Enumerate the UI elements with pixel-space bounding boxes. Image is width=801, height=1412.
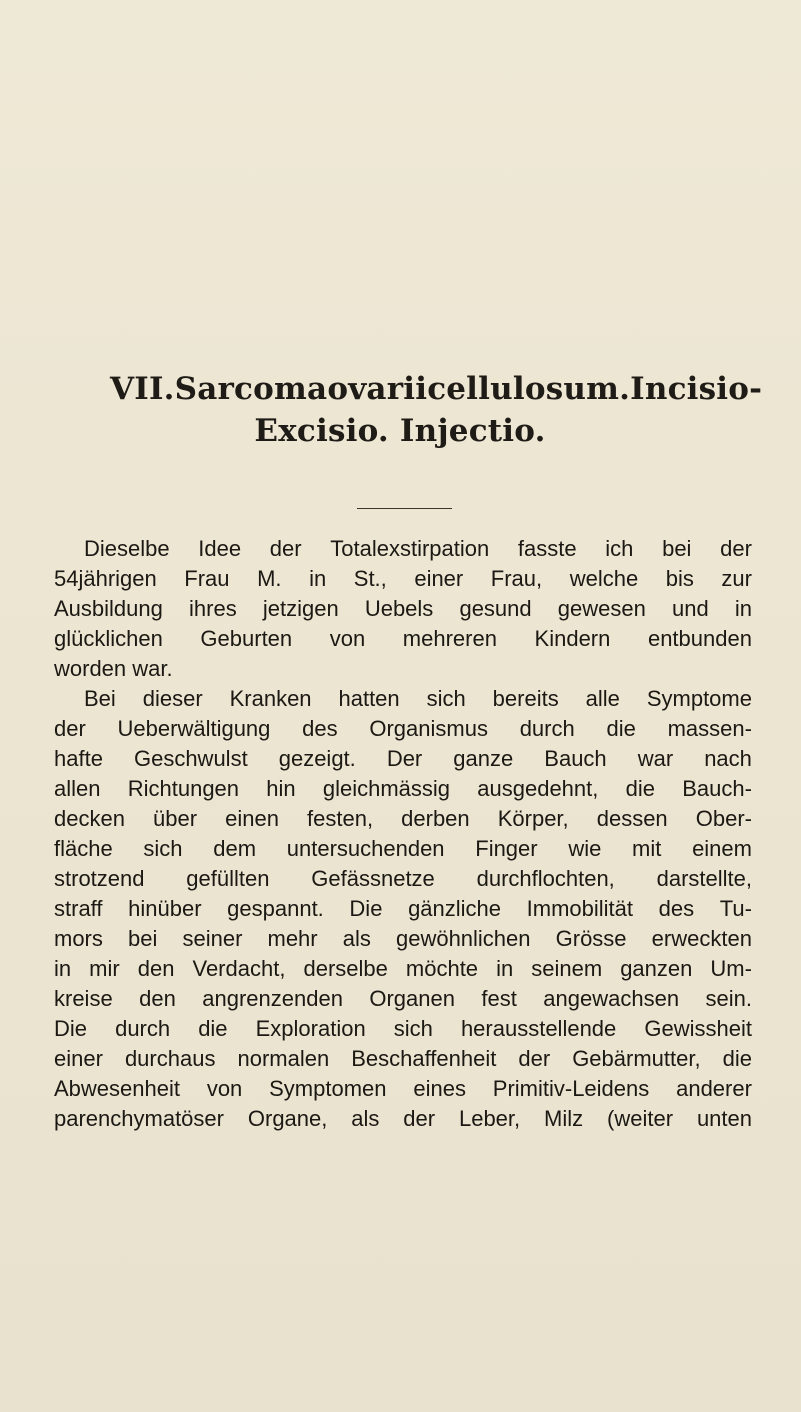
text-line [54, 774, 752, 804]
word: in [496, 956, 514, 981]
word: mehr [267, 926, 318, 951]
heading-word: cellulosum. [427, 371, 631, 407]
word: welche [569, 566, 639, 591]
text-line [54, 534, 752, 564]
word: der [54, 716, 86, 741]
paragraph-1 [54, 534, 752, 684]
word: Tu- [719, 896, 752, 921]
word: gleichmässig [322, 776, 451, 801]
word: bereits [492, 686, 559, 711]
word: einem [692, 836, 752, 861]
word: Geburten [200, 626, 293, 651]
word: dessen [596, 806, 668, 831]
word: Ober- [695, 806, 752, 831]
word: Gewissheit [644, 1016, 752, 1041]
word: einen [225, 806, 279, 831]
word: Symptome [646, 686, 752, 711]
word: einer [414, 566, 464, 591]
word: bis [665, 566, 694, 591]
word: decken [54, 806, 125, 831]
word: erweckten [651, 926, 752, 951]
word: allen [54, 776, 101, 801]
word: jetzigen [262, 596, 339, 621]
word: mit [632, 836, 662, 861]
chapter-number: VII. [110, 371, 175, 407]
chapter-heading [110, 368, 763, 452]
word: nach [704, 746, 752, 771]
word: einer [54, 1046, 103, 1071]
word: mehreren [402, 626, 497, 651]
word: normalen [237, 1046, 330, 1071]
word: Totalexstirpation [330, 536, 490, 561]
word: Ausbildung [54, 596, 163, 621]
word: alle [585, 686, 620, 711]
word: Organe, [247, 1106, 328, 1131]
word: wie [568, 836, 602, 861]
word: kreise [54, 986, 113, 1011]
word: in [309, 566, 327, 591]
word: parenchymatöser [54, 1106, 224, 1131]
text-line [54, 1104, 752, 1134]
word: Kindern [534, 626, 611, 651]
word: die [198, 1016, 228, 1041]
word: Die [54, 1016, 88, 1041]
word: den [139, 986, 176, 1011]
word: Bauch [544, 746, 607, 771]
word: Frau [184, 566, 230, 591]
word: untersuchenden [286, 836, 445, 861]
word: die [625, 776, 655, 801]
word: die [722, 1046, 752, 1071]
word: Symptomen [269, 1076, 387, 1101]
word: und [672, 596, 709, 621]
word: die [606, 716, 636, 741]
word: Verdacht, [192, 956, 286, 981]
word: der [269, 536, 302, 561]
word: gewöhnlichen [395, 926, 531, 951]
word: fest [481, 986, 517, 1011]
word: Milz [544, 1106, 584, 1131]
word: Organen [369, 986, 455, 1011]
paragraph-2 [54, 684, 752, 1134]
word: Bei [84, 686, 116, 711]
word: der [518, 1046, 551, 1071]
word: derselbe [303, 956, 388, 981]
word: Ueberwältigung [117, 716, 271, 741]
text-line [54, 744, 752, 774]
word: mir [89, 956, 120, 981]
word: derben [401, 806, 470, 831]
word: fasste [517, 536, 577, 561]
word: ausgedehnt, [477, 776, 599, 801]
word: Exploration [255, 1016, 366, 1041]
text-line [54, 984, 752, 1014]
word: angrenzenden [202, 986, 343, 1011]
word: gespannt. [227, 896, 324, 921]
word: Frau, [490, 566, 543, 591]
word: sein. [705, 986, 752, 1011]
word: durch [115, 1016, 171, 1041]
word: (weiter [607, 1106, 674, 1131]
word: gesund [459, 596, 532, 621]
word: der [403, 1106, 436, 1131]
word: mors [54, 926, 103, 951]
word: seiner [182, 926, 243, 951]
word: Idee [198, 536, 242, 561]
word: gefüllten [186, 866, 270, 891]
word: Gefässnetze [311, 866, 435, 891]
word: Bauch- [682, 776, 752, 801]
word: Leber, [458, 1106, 521, 1131]
word: als [342, 926, 371, 951]
word: herausstellende [460, 1016, 617, 1041]
text-line [54, 594, 752, 624]
word: des [302, 716, 338, 741]
text-line [54, 954, 752, 984]
word: festen, [307, 806, 374, 831]
word: ganzen [620, 956, 693, 981]
text-line [54, 714, 752, 744]
word: angewachsen [543, 986, 680, 1011]
text-line [54, 684, 752, 714]
heading-word: Sarcoma [174, 371, 328, 407]
word: Kranken [229, 686, 312, 711]
word: Finger [475, 836, 538, 861]
word: Organismus [369, 716, 488, 741]
word: strotzend [54, 866, 145, 891]
word: zur [721, 566, 752, 591]
text-line: worden war. [54, 656, 173, 681]
text-line [54, 834, 752, 864]
word: sich [426, 686, 466, 711]
word: Immobilität [526, 896, 633, 921]
text-line [54, 924, 752, 954]
word: unten [696, 1106, 752, 1131]
word: ihres [189, 596, 237, 621]
word: hinüber [128, 896, 202, 921]
word: über [153, 806, 198, 831]
word: gewesen [557, 596, 646, 621]
word: seinem [531, 956, 603, 981]
text-line [54, 1074, 752, 1104]
word: gezeigt. [278, 746, 356, 771]
word: von [206, 1076, 243, 1101]
word: Uebels [364, 596, 434, 621]
word: durchaus [124, 1046, 216, 1071]
chapter-heading-line-1 [110, 368, 763, 410]
word: Die [349, 896, 383, 921]
word: dem [213, 836, 257, 861]
word: sich [143, 836, 183, 861]
word: Grösse [555, 926, 627, 951]
word: als [351, 1106, 380, 1131]
word: hafte [54, 746, 103, 771]
word: in [734, 596, 752, 621]
word: Primitiv-Leidens [492, 1076, 650, 1101]
word: hatten [338, 686, 400, 711]
word: war [637, 746, 674, 771]
chapter-heading-line-2: Excisio. Injectio. [254, 413, 546, 449]
word: darstellte, [656, 866, 752, 891]
word: Beschaffenheit [351, 1046, 497, 1071]
word: 54jährigen [54, 566, 157, 591]
word: Dieselbe [84, 536, 170, 561]
word: dieser [142, 686, 203, 711]
word: glücklichen [54, 626, 163, 651]
heading-word: Incisio- [630, 371, 763, 407]
word: des [658, 896, 695, 921]
section-divider [357, 508, 452, 509]
heading-word: ovarii [327, 371, 428, 407]
word: Um- [710, 956, 752, 981]
text-line [54, 804, 752, 834]
word: anderer [676, 1076, 752, 1101]
text-line [54, 1044, 752, 1074]
word: St., [353, 566, 387, 591]
word: Abwesenheit [54, 1076, 180, 1101]
word: Körper, [497, 806, 569, 831]
text-line [54, 864, 752, 894]
word: möchte [405, 956, 479, 981]
text-line [54, 894, 752, 924]
word: Geschwulst [133, 746, 248, 771]
word: massen- [667, 716, 752, 741]
body-text [54, 534, 752, 1134]
word: entbunden [647, 626, 752, 651]
word: straff [54, 896, 103, 921]
word: ganze [453, 746, 514, 771]
text-line [54, 564, 752, 594]
word: sich [393, 1016, 433, 1041]
text-line [54, 1014, 752, 1044]
text-line [54, 624, 752, 654]
word: gänzliche [408, 896, 502, 921]
word: Der [386, 746, 423, 771]
word: fläche [54, 836, 113, 861]
word: ich [605, 536, 634, 561]
word: eines [413, 1076, 466, 1101]
word: Gebärmutter, [572, 1046, 701, 1071]
word: bei [662, 536, 692, 561]
word: durchflochten, [476, 866, 615, 891]
word: von [329, 626, 366, 651]
word: in [54, 956, 72, 981]
word: Richtungen [127, 776, 240, 801]
word: hin [266, 776, 296, 801]
word: der [720, 536, 752, 561]
word: M. [257, 566, 282, 591]
word: bei [128, 926, 158, 951]
word: den [137, 956, 175, 981]
word: durch [519, 716, 575, 741]
